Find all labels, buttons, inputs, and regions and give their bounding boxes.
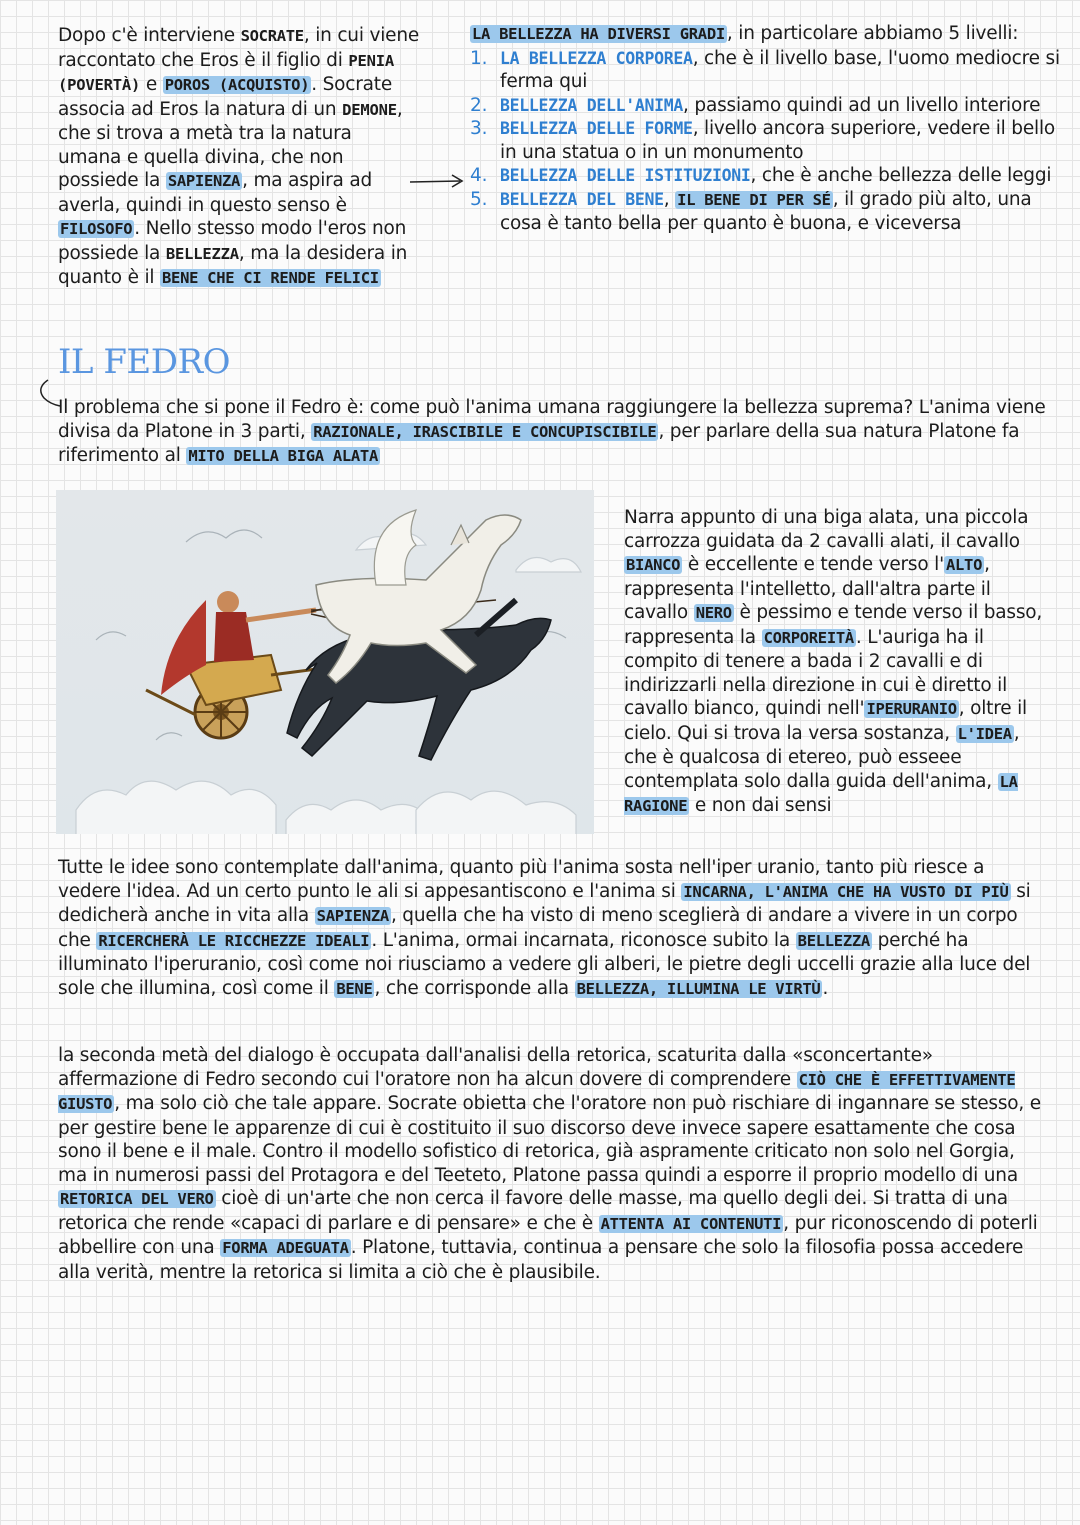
idee-paragraph: Tutte le idee sono contemplate dall'anima, quanto più l'anima sosta nell'iper uranio, tanto più riesce a vedere l'idea. Ad un certo punto le ali si appesantiscono e l'anima si INCARNA, L'ANIMA CHE HA VUSTO DI PIÙ si dedicherà anche in vita alla SAPIENZA , quella che ha visto di meno sceglierà di andare a vivere in un corpo che RICERCHERÀ LE RICCHEZZE IDEALI . L'anima, ormai incarnata, riconosce subito la BELLEZZA perché ha illuminato l'iperuranio, così come noi riusciamo a vedere gli alberi, le pietre degli uccelli grazie alla luce del sole che illumina, così come il BENE , che corrisponde alla BELLEZZA, ILLUMINA LE VIRTÙ . <box>58 857 1031 999</box>
sapienza-highlight: SAPIENZA <box>167 172 241 190</box>
giusto-highlight: CIÒ CHE È EFFETTIVAMENTE GIUSTO <box>58 1070 1016 1113</box>
section-title: IL FEDRO <box>58 342 230 382</box>
gradi-intro: LA BELLEZZA HA DIVERSI GRADI , in particolare abbiamo 5 livelli: <box>472 23 1019 44</box>
contenuti-highlight: ATTENTA AI CONTENUTI <box>600 1214 782 1233</box>
parti-anima-highlight: RAZIONALE, IRASCIBILE E CONCUPISCIBILE <box>313 422 657 441</box>
list-item: 5. BELLEZZA DEL BENE, IL BENE DI PER SÉ , il grado più alto, una cosa è tanto bella per quanto è buona, e viceversa <box>470 188 1032 234</box>
list-item: 1. LA BELLEZZA CORPOREA, che è il livello base, l'uomo mediocre si ferma qui <box>470 47 1060 92</box>
retorica-vero-highlight: RETORICA DEL VERO <box>60 1190 214 1208</box>
mito-highlight: MITO DELLA BIGA ALATA <box>188 447 378 465</box>
sapienza-highlight: SAPIENZA <box>316 907 389 925</box>
virtu-highlight: BELLEZZA, ILLUMINA LE VIRTÙ <box>576 979 821 998</box>
bene-highlight: BENE <box>336 979 373 998</box>
eros-paragraph: Dopo c'è interviene SOCRATE, in cui viene raccontato che Eros è il figlio di PENIA (POVERTÀ) e POROS (ACQUISTO) . Socrate associa ad Eros la natura di un DEMONE, che si trova a metà tra la natura umana e quella divina, che non possiede la SAPIENZA , ma aspira ad averla, quindi in questo senso è FILOSOFO . Nello stesso modo l'eros non possiede la BELLEZZA, ma la desidera in quanto è il BENE CHE CI RENDE FELICI <box>58 25 420 288</box>
alto-highlight: ALTO <box>945 556 983 574</box>
iperuranio-highlight: IPERURANIO <box>866 700 957 718</box>
ragione-highlight: LA RAGIONE <box>624 772 1018 815</box>
incarna-highlight: INCARNA, L'ANIMA CHE HA VUSTO DI PIÙ <box>683 882 1009 901</box>
biga-alata-illustration <box>56 490 594 834</box>
bellezza-highlight: BELLEZZA <box>797 931 870 950</box>
idea-highlight: L'IDEA <box>957 724 1012 743</box>
retorica-paragraph: la seconda metà del dialogo è occupata dall'analisi della retorica, scaturita dalla «sconcertante» affermazione di Fedro secondo cui l'oratore non ha alcun dovere di comprendere CIÒ CHE È EFFETTIVAMENTE GIUSTO , ma solo ciò che tale appare. Socrate obietta che l'oratore non può rischiare di ingannare se stesso, e per gestire bene le apparenze di cui è costituito il suo discorso deve invece sapere esattamente che cosa sono il bene e il male. Contro il modello sofistico di retorica, già aspramente criticato non solo nel Gorgia, ma in numerosi passi del Protagora e del Teeteto, Platone passa quindi a esporre il proprio modello di una RETORICA DEL VERO cioè di un'arte che non cerca il favore delle masse, ma quello degli dei. Si tratta di una retorica che rende «capaci di parlare e di pensare» e che è ATTENTA AI CONTENUTI , pur riconoscendo di poterli abbellire con una FORMA ADEGUATA . Platone, tuttavia, continua a pensare che solo la filosofia possa accedere alla verità, mentre la retorica si limita a ciò che è plausibile. <box>58 1045 1041 1283</box>
list-item: 2. BELLEZZA DELL'ANIMA, passiamo quindi ad un livello interiore <box>470 94 1041 116</box>
bellezza-gradi-section <box>470 22 1060 236</box>
filosofo-highlight: FILOSOFO <box>60 220 133 238</box>
list-item: 4. BELLEZZA DELLE ISTITUZIONI, che è anche bellezza delle leggi <box>470 165 1052 186</box>
bianco-highlight: BIANCO <box>626 556 681 574</box>
gradi-list <box>470 47 1060 236</box>
gradi-highlight: LA BELLEZZA HA DIVERSI GRADI <box>472 25 725 43</box>
list-item: 3. BELLEZZA DELLE FORME, livello ancora superiore, vedere il bello in una statua o in un monumento <box>470 118 1056 163</box>
fedro-intro: Il problema che si pone il Fedro è: come può l'anima umana raggiungere la bellezza suprema? L'anima viene divisa da Platone in 3 parti, RAZIONALE, IRASCIBILE E CONCUPISCIBILE , per parlare della sua natura Platone fa riferimento al MITO DELLA BIGA ALATA <box>58 397 1046 466</box>
nero-highlight: NERO <box>695 604 732 622</box>
corporeita-highlight: CORPOREITÀ <box>763 628 854 647</box>
penia-term: PENIA (POVERTÀ) <box>58 51 394 94</box>
bellezza-term: BELLEZZA <box>165 244 239 263</box>
arrow-right-icon <box>408 170 466 190</box>
biga-paragraph: Narra appunto di una biga alata, una piccola carrozza guidata da 2 cavalli alati, il cavallo BIANCO è eccellente e tende verso l' ALTO , rappresenta l'intelletto, dall'altra parte il cavallo NERO è pessimo e tende verso il basso, rappresenta la CORPOREITÀ . L'auriga ha il compito di tenere a bada i 2 cavalli e di indirizzarli nella direzione in cui è diretto il cavallo bianco, quindi nell' IPERURANIO , oltre il cielo. Qui si trova la versa sostanza, L'IDEA , che è qualcosa di etereo, può esseee contemplata solo dalla guida dell'anima, LA RAGIONE e non dai sensi <box>624 507 1043 816</box>
bene-per-se-highlight: IL BENE DI PER SÉ <box>677 190 831 209</box>
socrate-highlight: SOCRATE <box>240 27 304 45</box>
ricchezze-highlight: RICERCHERÀ LE RICCHEZZE IDEALI <box>98 931 370 950</box>
poros-highlight: POROS (ACQUISTO) <box>164 76 310 94</box>
bene-felici-highlight: BENE CHE CI RENDE FELICI <box>162 269 379 287</box>
demone-term: DEMONE <box>342 100 397 119</box>
forma-highlight: FORMA ADEGUATA <box>222 1239 349 1257</box>
